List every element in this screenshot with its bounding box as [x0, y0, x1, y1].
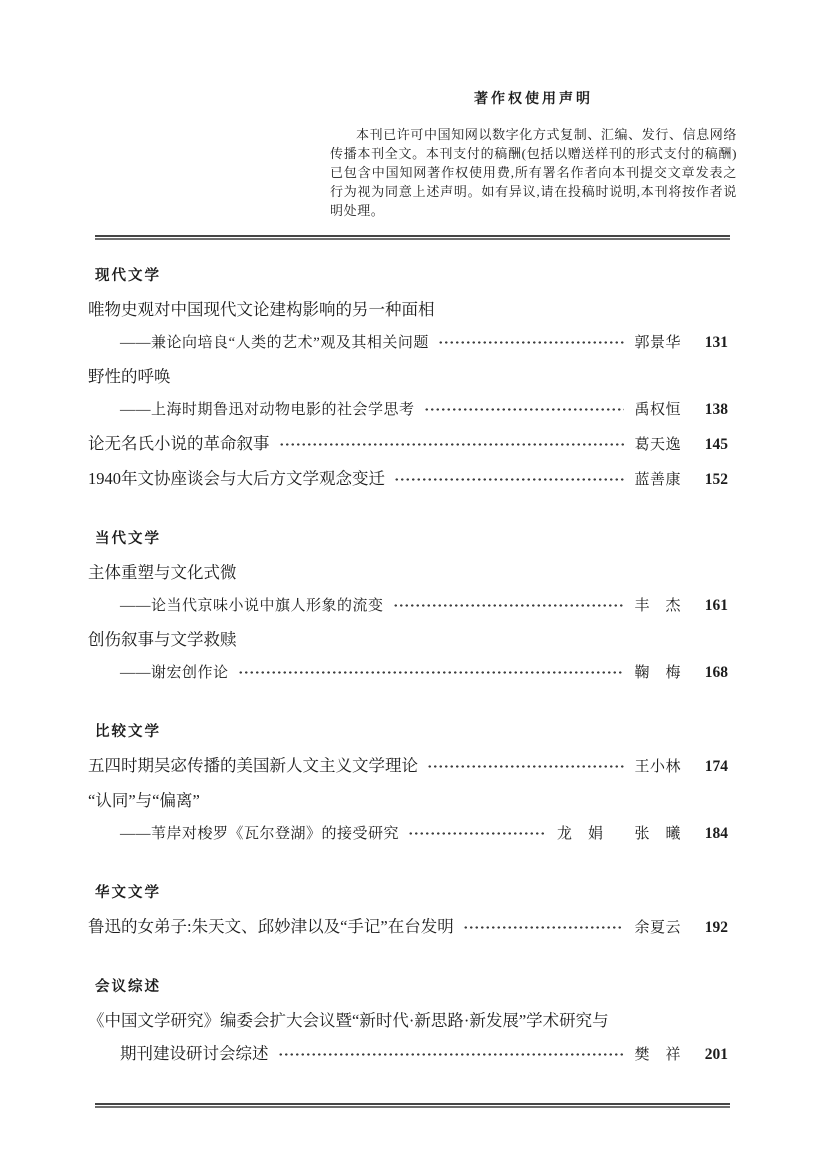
dot-leader [238, 668, 625, 677]
entry-title: 论无名氏小说的革命叙事 [88, 434, 270, 453]
toc-row [88, 462, 728, 497]
entry-title: 野性的呼唤 [88, 367, 171, 386]
section-header: 现代文学 [95, 268, 161, 284]
entry-title: 1940年文协座谈会与大后方文学观念变迁 [88, 469, 385, 488]
copyright-notice-title: 著作权使用声明 [474, 92, 593, 107]
entry-page-number: 145 [704, 436, 728, 453]
entry-title: ——谢宏创作论 [120, 665, 229, 681]
toc-row [88, 749, 728, 784]
entry-title: 唯物史观对中国现代文论建构影响的另一种面相 [88, 300, 435, 319]
dot-leader [463, 923, 625, 932]
toc-section [88, 260, 728, 497]
toc-row [88, 784, 728, 817]
dot-leader [408, 829, 547, 838]
dot-leader [393, 601, 625, 610]
section-header: 比较文学 [95, 724, 161, 740]
entry-author: 丰 杰 [634, 598, 681, 614]
toc-section [88, 716, 728, 851]
entry-page-number: 184 [704, 825, 728, 842]
entry-title: “认同”与“偏离” [88, 791, 200, 810]
entry-title: ——上海时期鲁迅对动物电影的社会学思考 [120, 402, 415, 418]
section-header: 会议综述 [95, 979, 161, 995]
dot-leader [427, 762, 624, 771]
entry-author: 王小林 [634, 759, 681, 775]
toc [88, 240, 728, 1072]
toc-row [88, 589, 728, 623]
entry-title: 五四时期吴宓传播的美国新人文主义文学理论 [88, 756, 418, 775]
entry-title: 《中国文学研究》编委会扩大会议暨“新时代·新思路·新发展”学术研究与 [88, 1011, 609, 1030]
toc-row [88, 910, 728, 945]
copyright-notice [330, 88, 737, 220]
entry-title: ——苇岸对梭罗《瓦尔登湖》的接受研究 [120, 826, 400, 842]
toc-row [88, 817, 728, 851]
entry-title: ——论当代京味小说中旗人形象的流变 [120, 598, 384, 614]
entry-title: 期刊建设研讨会综述 [120, 1044, 269, 1063]
entry-author: 蓝善康 [634, 472, 681, 488]
entry-title: ——兼论向培良“人类的艺术”观及其相关问题 [120, 335, 429, 351]
entry-author: 葛天逸 [634, 437, 681, 453]
entry-page-number: 138 [704, 401, 728, 418]
toc-section [88, 971, 728, 1072]
toc-row [88, 427, 728, 462]
toc-row [88, 293, 728, 326]
entry-title: 创伤叙事与文学救赎 [88, 630, 237, 649]
entry-page-number: 161 [704, 597, 728, 614]
toc-row [88, 556, 728, 589]
toc-row [88, 656, 728, 690]
bottom-double-rule [95, 1103, 730, 1108]
dot-leader [438, 338, 625, 347]
entry-title: 鲁迅的女弟子:朱天文、邱妙津以及“手记”在台发明 [88, 917, 454, 936]
toc-row [88, 1004, 728, 1037]
entry-author: 禹权恒 [634, 402, 681, 418]
entry-author: 余夏云 [634, 920, 681, 936]
entry-page-number: 168 [704, 664, 728, 681]
toc-row [88, 360, 728, 393]
entry-page-number: 152 [704, 471, 728, 488]
entry-author: 郭景华 [634, 335, 681, 351]
entry-author: 龙 娟 张 曦 [556, 826, 681, 842]
entry-title: 主体重塑与文化式微 [88, 563, 237, 582]
dot-leader [278, 1050, 625, 1059]
toc-section [88, 523, 728, 690]
toc-row [88, 623, 728, 656]
section-header: 华文文学 [95, 885, 161, 901]
section-header: 当代文学 [95, 531, 161, 547]
entry-page-number: 131 [704, 334, 728, 351]
dot-leader [424, 405, 625, 414]
entry-author: 鞠 梅 [634, 665, 681, 681]
dot-leader [394, 475, 624, 484]
toc-section [88, 877, 728, 945]
toc-row [88, 1037, 728, 1072]
copyright-notice-body: 本刊已许可中国知网以数字化方式复制、汇编、发行、信息网络传播本刊全文。本刊支付的稿酬(包括以赠送样刊的形式支付的稿酬)已包含中国知网著作权使用费,所有署名作者向本刊提交文章发表之行为视为同意上述声明。如有异议,请在投稿时说明,本刊将按作者说明处理。 [330, 127, 737, 218]
entry-page-number: 201 [704, 1046, 728, 1063]
entry-page-number: 192 [704, 919, 728, 936]
entry-author: 樊 祥 [634, 1047, 681, 1063]
dot-leader [279, 440, 625, 449]
entry-page-number: 174 [704, 758, 728, 775]
toc-row [88, 393, 728, 427]
toc-row [88, 326, 728, 360]
